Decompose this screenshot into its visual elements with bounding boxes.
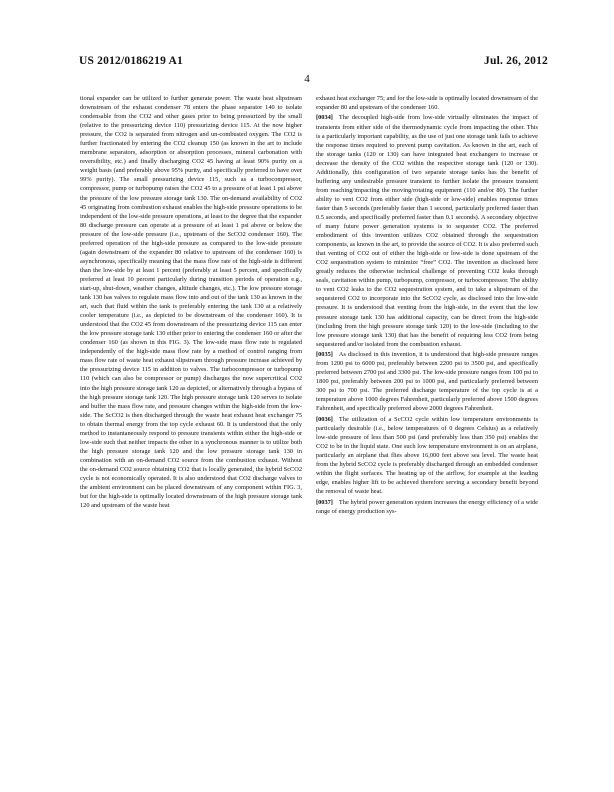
paragraph (316, 113, 538, 348)
publication-date: Jul. 26, 2012 (484, 55, 548, 67)
left-column (80, 94, 302, 510)
paragraph-text: The decoupled high-side from low-side virtually eliminates the impact of transients from either side of the thermodynamic cycle from impacting the other. This is a particularly important capability, as the use of just one storage tank fails to achieve the response times required to prevent pump cavitation. As known in the art, each of the storage tanks (120 or 130) can have integrated heat exchangers to increase or decrease the density of the CO2 within the respective storage tank (120 or 130). Additionally, this configuration of two separate storage tanks has the benefit of buffering any undesirable pressure transient to further isolate the pressure transient from reaching/impacting the moving/rotating equipment (110 and/or 80). The further ability to vent CO2 from either side (high-side or low-side) enables response times faster than 5 seconds (preferably faster than 1 second, particularly preferred faster than 0.5 seconds, and specifically preferred faster than 0.1 seconds). A secondary objective of many future power generation systems is to sequester CO2. The preferred embodiment of this invention utilizes CO2 obtained through the sequestration components, as known in the art, to provide the source of CO2. It is also preferred such that venting of CO2 out of either the high-side or low-side is done upstream of the CO2 sequestration system to minimize “free” CO2. The invention as disclosed here greatly reduces the otherwise technical challenge of preventing CO2 leaks through seals, cavitation within pump, turbopump, compressor, or turbocompressor. The ability to vent CO2 leaks to the CO2 sequestration system, and to take a slipstream of the sequestered CO2 to incorporate into the ScCO2 cycle, as disclosed into the low-side pressure. It is understood that venting from the high-side, in the event that the low pressure storage tank 130 has additional capacity, can be direct from the high-side (including from the high pressure storage tank 120) to the low-side (including to the low pressure storage tank 130) that has the benefit of requiring less CO2 from being sequestered and/or isolated from the combustion exhaust. (316, 114, 538, 348)
paragraph-number: [0036] (316, 415, 333, 423)
publication-number: US 2012/0186219 A1 (79, 55, 183, 67)
paragraph (316, 498, 538, 516)
paragraph (316, 415, 538, 496)
right-column (316, 94, 538, 516)
paragraph-text: As disclosed in this invention, it is understood that high-side pressure ranges from 1200 psi to 6000 psi, preferably between 2200 psi to 3500 psi, and specifically preferred between 2700 psi and 3300 psi. The low-side pressure ranges from 100 psi to 1800 psi, preferably between 200 psi to 1000 psi, and particularly preferred between 300 psi to 700 psi. The preferred discharge temperature of the top cycle is at a temperature above 1000 degrees Fahrenheit, particularly preferred above 1500 degrees Fahrenheit, and specifically preferred above 2000 degrees Fahrenheit. (316, 351, 538, 413)
paragraph-text: tional expander can be utilized to further generate power. The waste heat slipstream downstream of the exhaust condenser 78 enters the phase separator 140 to isolate condensable from the CO2 and other gases prior to being pressurized by the small (relative to the pressurizing device 110) pressurizing device 115. At the now higher pressure, the CO2 is separated from nitrogen and un-combusted oxygen. The CO2 is further fractionated by entering the CO2 cleanup 150 (as known in the art to include membrane separators, adsorption or absorption processes, mineral carbonation with reversibility, etc.) and finally discharging CO2 45 having at least 90% purity on a weight basis (and preferably above 95% purity, and specifically preferred to have over 99% purity). The small pressurizing device 115, such as a turbocompressor, compressor, pump or turbopump raises the CO2 45 to a pressure of at least 1 psi above the pressure of the low pressure storage tank 130. The on-demand availability of CO2 45 originating from combustion exhaust enables the high-side pressure operations to be independent of the low-side pressure operations, at least to the degree that the expander 80 discharge pressure can operate at a pressure of at least 1 psi above or below the pressure of the low-side pressure (i.e., upstream of the ScCO2 condenser 160). The preferred operation of the high-side pressure as compared to the low-side pressure (again downstream of the expander 80 relative to upstream of the condenser 160) is asynchronous, specifically meaning that the mass flow rate of the high-side is different than the low-side by at least 1 percent (preferably at least 5 percent, and specifically preferred at least 10 percent particularly during transition periods of operation e.g., start-up, shut-down, weather changes, altitude changes, etc.). The low pressure storage tank 130 has valves to regulate mass flow into and out of the tank 130 as known in the art, such that fluid within the tank is preferably entering the tank 130 at a relatively cooler temperature (i.e., as depicted to be downstream of the condenser 160). It is understood that the CO2 45 from downstream of the pressurizing device 115 can enter the low pressure storage tank 130 either prior to entering the condenser 160 or after the condenser 160 (as shown in this FIG. 3). The low-side mass flow rate is regulated independently of the high-side mass flow rate by a method of control ranging from mass flow rate of waste heat exhaust slipstream through pressure increase achieved by the pressurizing device 115 in addition to valves. The turbocompressor or turbopump 110 (which can also be compressor or pump) discharges the now supercritical CO2 into the high pressure storage tank 120 as depicted, or alternatively through a bypass of the high pressure storage tank 120. The high pressure storage tank 120 serves to isolate and buffer the mass flow rate, and pressure changes within the high-side from the low-side. The ScCO2 is then discharged through the waste heat exhaust heat exchanger 75 to obtain thermal energy from the top cycle exhaust 60. It is understood that the only method to instantaneously respond to pressure transients within either the high-side or low-side such that neither impacts the other in a synchronous manner is to utilize both the high pressure storage tank 120 and the low pressure storage tank 130 in combination with an on-demand CO2 source from the combustion exhaust. Without the on-demand CO2 source obtaining CO2 that is locally generated, the hybrid ScCO2 cycle is not economically operated. It is also understood that CO2 discharge valves to the ambient environment can be placed downstream of any component within FIG. 3, but for the high-side is optimally located downstream of the high pressure storage tank 120 and upstream of the waste heat (80, 95, 302, 510)
paragraph-number: [0035] (316, 351, 333, 359)
paragraph (80, 94, 302, 510)
paragraph-text: The hybrid power generation system increases the energy efficiency of a wide range of energy production sys- (316, 498, 538, 515)
paragraph-number: [0034] (316, 114, 333, 122)
page-number: 4 (304, 73, 310, 85)
paragraph-text: exhaust heat exchanger 75; and for the low-side is optimally located downstream of the expander 80 and upstream of the condenser 160. (316, 95, 538, 112)
paragraph (316, 350, 538, 413)
paragraph-number: [0037] (316, 498, 333, 506)
paragraph (316, 94, 538, 112)
paragraph-text: The utilization of a ScCO2 cycle within low temperature environments is particularly desirable (i.e., below temperatures of 0 degrees Celsius) as a relatively low-side pressure of less than 500 psi (and preferably less than 350 psi) enables the CO2 to be in the liquid state. One such low temperature environment is on an airplane, particularly an airplane that flies above 16,000 feet above sea level. The waste heat from the hybrid ScCO2 cycle is preferably discharged through an embedded condenser within the flight surfaces. The heating up of the airflow, for example at the leading edge, enables higher lift to be achieved therefore serving a secondary benefit beyond the removal of waste heat. (316, 415, 538, 496)
